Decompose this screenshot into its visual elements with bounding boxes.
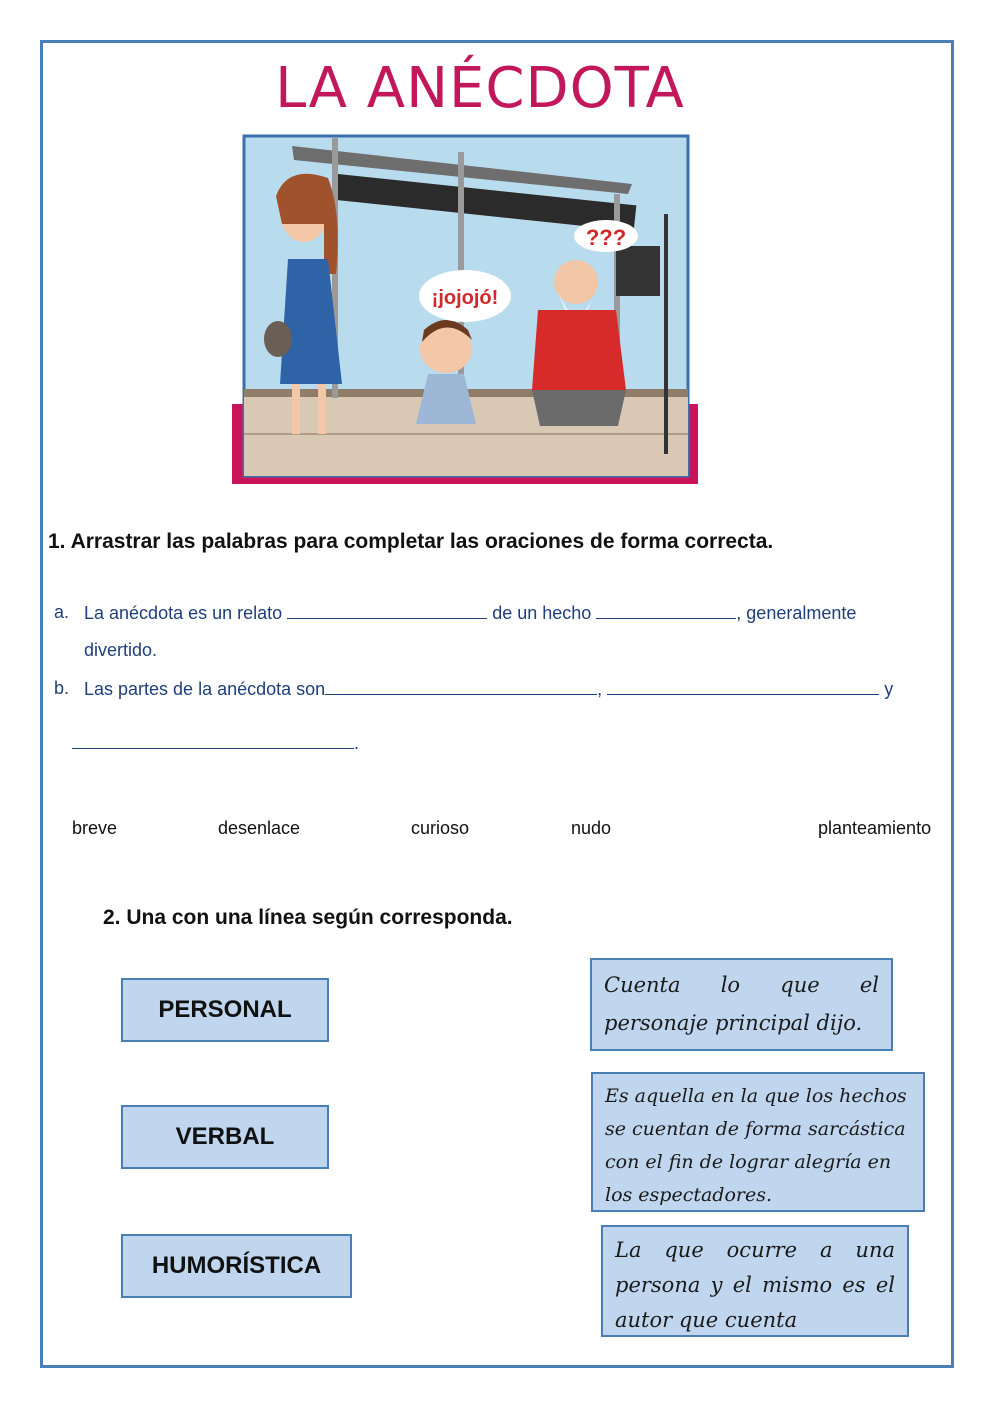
item-b-text-4: .	[354, 733, 360, 753]
match-definition-3[interactable]: La que ocurre a una persona y el mismo es el autor que cuenta	[601, 1225, 909, 1337]
drag-word-breve[interactable]: breve	[72, 818, 118, 838]
item-b-marker: b.	[54, 678, 70, 698]
item-b-text-2: ,	[597, 679, 603, 699]
drag-word-curioso[interactable]: curioso	[411, 818, 470, 838]
blank-a2[interactable]	[596, 602, 736, 619]
match-label-humoristica[interactable]: HUMORÍSTICA	[121, 1234, 352, 1298]
speech-bubble-laugh: ¡jojojó!	[431, 287, 499, 309]
exercise-1-instruction: 1. Arrastrar las palabras para completar las oraciones de forma correcta.	[48, 530, 774, 553]
drag-word-desenlace[interactable]: desenlace	[218, 818, 301, 838]
item-a-text-4: divertido.	[84, 640, 158, 660]
item-a-text-1: La anécdota es un relato	[84, 603, 283, 623]
item-b-line-2	[72, 732, 359, 754]
blank-b1[interactable]	[325, 678, 597, 695]
item-a-sentence	[84, 602, 856, 624]
page-title: LA ANÉCDOTA	[275, 56, 685, 121]
exercise-2-instruction: 2. Una con una línea según corresponda.	[103, 906, 513, 929]
item-a-marker: a.	[54, 602, 70, 622]
drag-word-planteamiento[interactable]: planteamiento	[818, 818, 932, 838]
item-a-text-3: , generalmente	[736, 603, 857, 623]
match-label-verbal[interactable]: VERBAL	[121, 1105, 329, 1169]
item-b-sentence	[84, 678, 893, 700]
item-b-text-3: y	[884, 679, 894, 699]
match-definition-1[interactable]: Cuenta lo que el personaje principal dijo.	[590, 958, 893, 1051]
drag-word-nudo[interactable]: nudo	[571, 818, 612, 838]
blank-a1[interactable]	[287, 602, 487, 619]
speech-bubble-question: ???	[585, 225, 627, 250]
item-b-text-1: Las partes de la anécdota son	[84, 679, 326, 699]
anecdote-illustration	[232, 134, 698, 484]
blank-b3[interactable]	[72, 732, 354, 749]
match-label-personal[interactable]: PERSONAL	[121, 978, 329, 1042]
blank-b2[interactable]	[607, 678, 879, 695]
match-definition-2[interactable]: Es aquella en la que los hechos se cuentan de forma sarcástica con el fin de lograr alegría en los espectadores.	[591, 1072, 925, 1212]
item-a-text-2: de un hecho	[492, 603, 592, 623]
